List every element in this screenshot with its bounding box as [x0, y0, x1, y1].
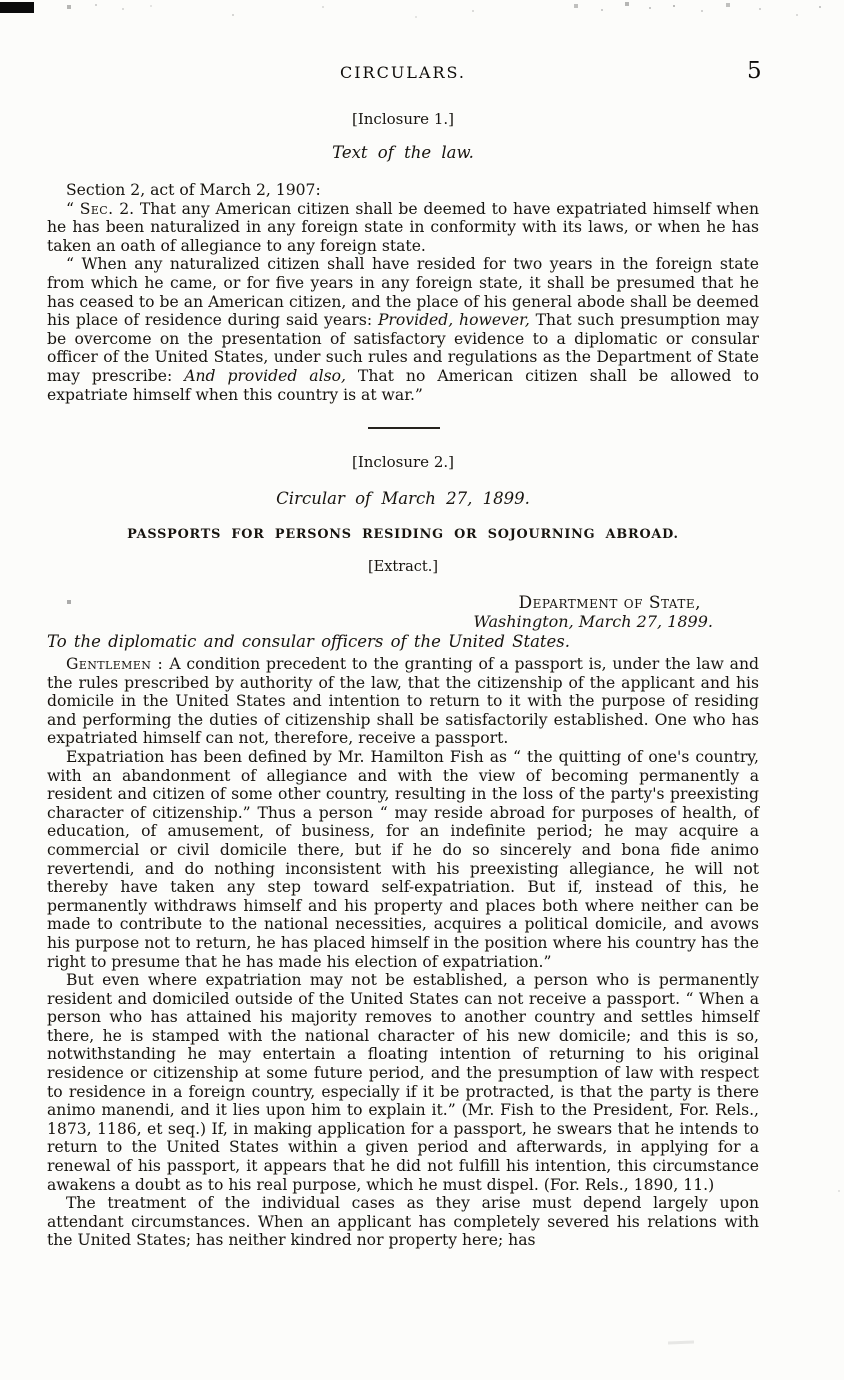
- inclosure-2-title: Circular of March 27, 1899.: [276, 489, 530, 508]
- inclosure-2-label: [Inclosure 2.]: [351, 453, 454, 471]
- salutation: To the diplomatic and consular officers of the United States.: [47, 632, 571, 651]
- inclosure-2-subject: PASSPORTS FOR PERSONS RESIDING OR SOJOURNING ABROAD.: [127, 527, 679, 542]
- text-run: But even where expatriation may not be established, a person who is permanently resident and domiciled outside of the United States can not receive a passport. “ When a person who has attained his majority removes to another country and settles himself there, he is stamped with the national character of his new domicile; and this is so, notwithstanding he may entertain a floating intention of returning to his original residence or citizenship at some future period, and the presumption of law with respect to residence in a foreign country, especially if it be protracted, is that the party is there animo manendi, and it lies upon him to explain it.” (Mr. Fish to the President, For. Rels., 1873, 1186, et seq.) If, in making application for a passport, he swears that he intends to return to the United States within a given period and afterwards, in applying for a renewal of his passport, it appears that he did not fulfill his intention, this circumstance awakens a doubt as to his real purpose, which he must dispel. (For. Rels., 1890, 11.): [47, 971, 759, 1194]
- text-run: That such presumption may be overcome on the presentation of satisfactory evidence to a diplomatic or consular officer of the United States, under such rules and regulations as the Department of State may prescribe:: [47, 311, 760, 385]
- paragraph: [47, 255, 759, 404]
- scan-bottom-mark: [668, 1341, 694, 1345]
- text-run: “: [66, 199, 80, 218]
- inclosure-2-body: [47, 655, 759, 1250]
- text-run: That no American citizen shall be allowed to expatriate himself when this country is at war.”: [47, 366, 759, 404]
- paragraph: [47, 181, 759, 200]
- extract-label: [Extract.]: [367, 559, 439, 575]
- scan-artifact-bar: [0, 2, 34, 13]
- section-divider-rule: [368, 427, 440, 429]
- paragraph: [47, 655, 759, 748]
- small-caps-text-run: Sec.: [79, 199, 114, 218]
- running-head-title: CIRCULARS.: [339, 63, 467, 82]
- text-run: Expatriation has been defined by Mr. Hamilton Fish as “ the quitting of one's country, with an abandonment of allegiance and with the view of becoming permanently a resident and citizen of some other country, resulting in the loss of the party's preexisting character of citizenship.” Thus a person “ may reside abroad for purposes of health, of education, of amusement, of business, for an indefinite period; he may acquire a commercial or civil domicile there, but if he do so sincerely and bona fide animo revertendi, and do nothing inconsistent with his preexisting allegiance, he will not thereby have taken any step toward self-expatriation. But if, instead of this, he permanently withdraws himself and his property and places both where neither can be made to contribute to the national necessities, acquires a political domicile, and avows his purpose not to return, he has placed himself in the position where his country has the right to presume that he has made his election of expatriation.”: [47, 747, 759, 971]
- scan-noise-speckles: [0, 0, 2, 2]
- inclosure-1-title: Text of the law.: [332, 143, 474, 162]
- paragraph: [47, 1194, 759, 1250]
- page-number: 5: [747, 58, 762, 84]
- paragraph: [47, 971, 759, 1194]
- text-run: Section 2, act of March 2, 1907:: [66, 181, 321, 199]
- paragraph: [47, 748, 759, 971]
- paragraph: [47, 200, 759, 256]
- small-caps-text-run: Gentlemen :: [66, 655, 170, 673]
- inclosure-1-label: [Inclosure 1.]: [351, 110, 454, 128]
- italic-text-run: And provided also,: [184, 366, 346, 385]
- text-run: 2. That any American citizen shall be deemed to have expatriated himself when he has been naturalized in any foreign state in conformity with its laws, or when he has taken an oath of allegiance to any foreign state.: [47, 199, 759, 255]
- text-run: “ When any naturalized citizen shall have resided for two years in the foreign state from which he came, or for five years in any foreign state, it shall be presumed that he has ceased to be an American citizen, and the place of his general abode shall be deemed his place of residence during said years:: [47, 255, 759, 330]
- text-run: A condition precedent to the granting of a passport is, under the law and the rules prescribed by authority of the law, that the citizenship of the applicant and his domicile in the United States and intention to return to it with the purpose of residing and performing the duties of citizenship shall be satisfactorily established. One who has expatriated himself can not, therefore, receive a passport.: [47, 655, 759, 748]
- dateline-department: Department of State,: [518, 593, 701, 613]
- italic-text-run: Provided, however,: [377, 311, 530, 330]
- dateline-place-date: Washington, March 27, 1899.: [473, 612, 713, 631]
- text-run: The treatment of the individual cases as they arise must depend largely upon attendant circumstances. When an applicant has completely severed his relations with the United States; has neither kindred nor property here; has: [47, 1194, 759, 1250]
- inclosure-1-body: [47, 181, 759, 404]
